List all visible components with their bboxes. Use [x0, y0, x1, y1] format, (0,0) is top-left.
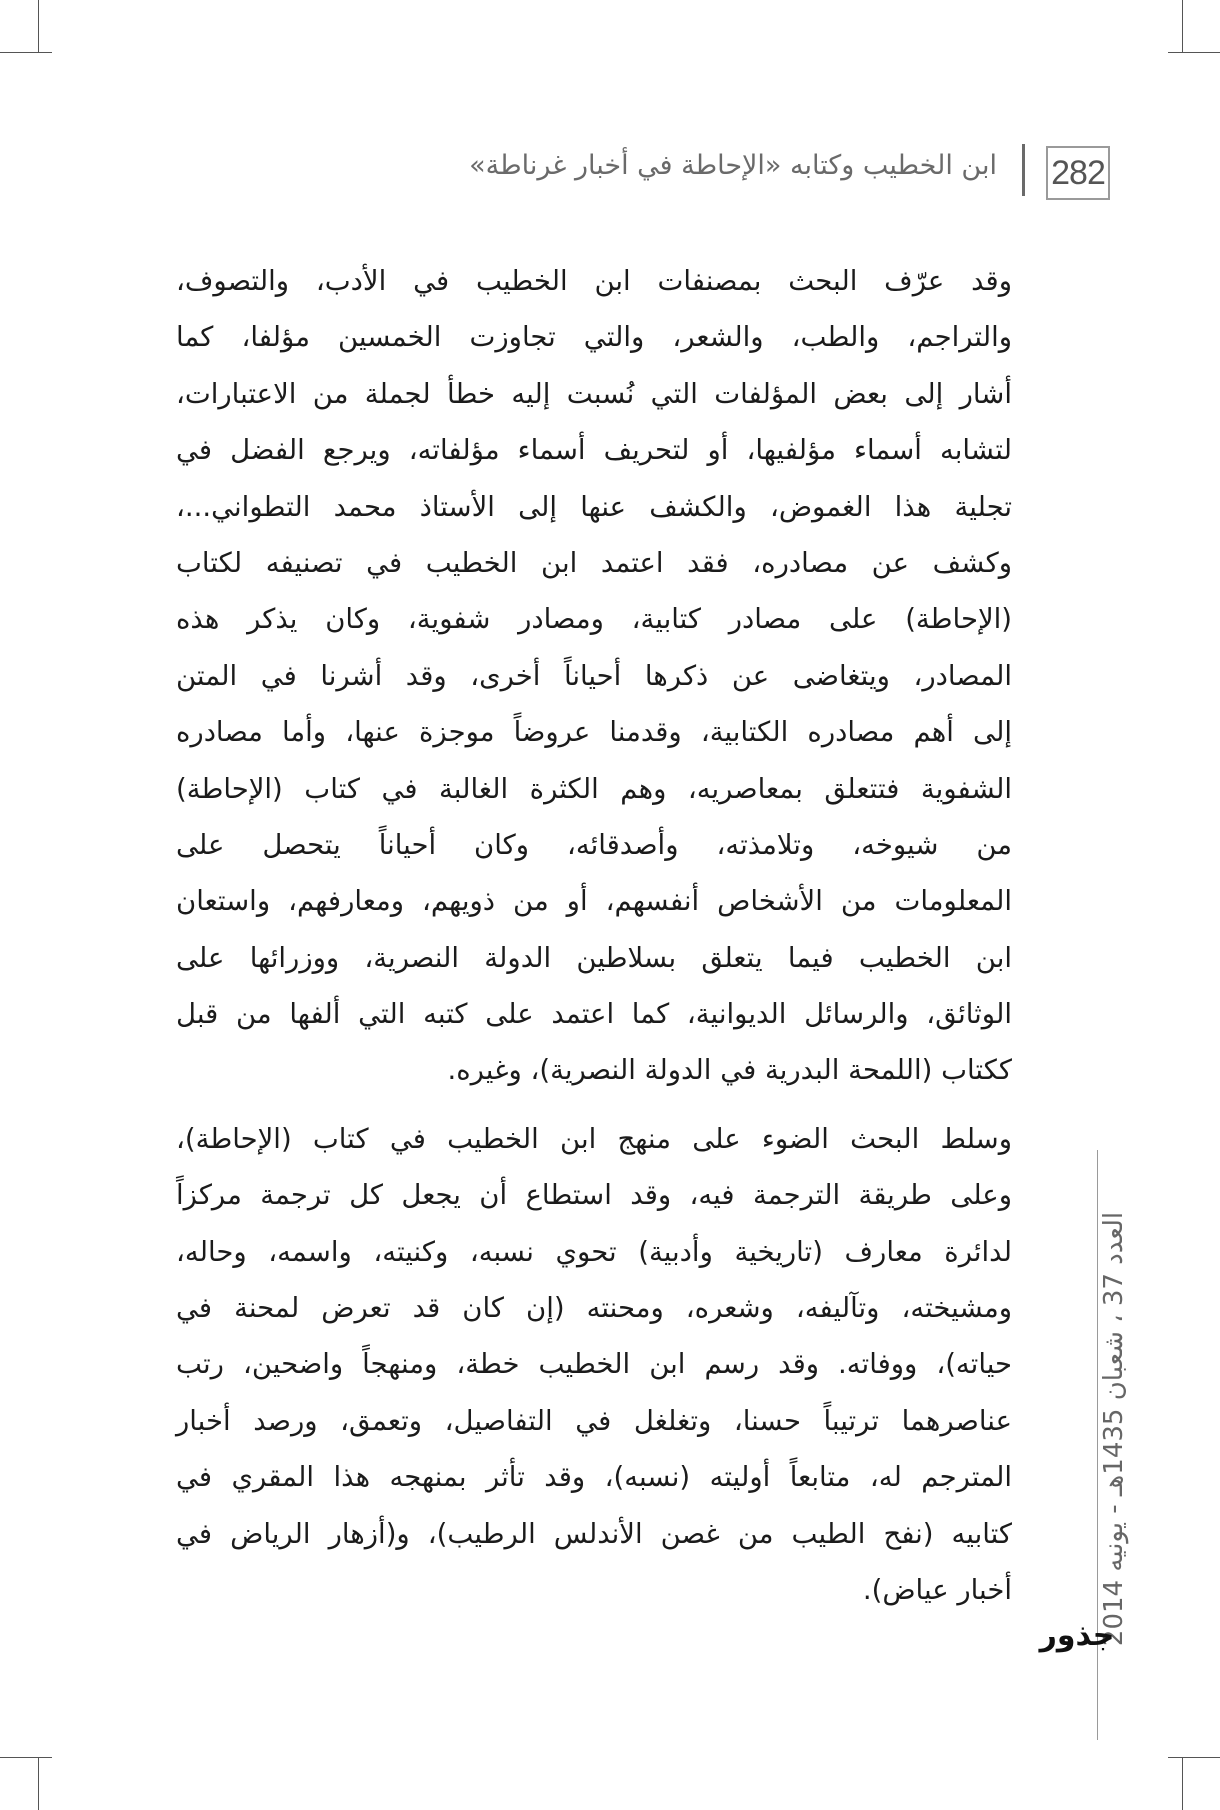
paragraph-gap: [176, 1099, 1012, 1111]
crop-mark: [1168, 52, 1220, 53]
text-line: تجلية هذا الغموض، والكشف عنها إلى الأستاذ محمد التطواني...،: [176, 490, 1012, 523]
text-line: وكشف عن مصادره، فقد اعتمد ابن الخطيب في تصنيفه لكتاب: [176, 546, 1012, 579]
crop-mark: [1182, 1758, 1183, 1810]
text-line: (الإحاطة) على مصادر كتابية، ومصادر شفوية، وكان يذكر هذه: [176, 603, 1012, 636]
text-line: المعلومات من الأشخاص أنفسهم، أو من ذويهم، ومعارفهم، واستعان: [176, 885, 1012, 918]
text-line: المترجم له، متابعاً أوليته (نسبه)، وقد تأثر بمنهجه هذا المقري في: [176, 1461, 1012, 1494]
crop-mark: [38, 1758, 39, 1810]
text-line: لتشابه أسماء مؤلفيها، أو لتحريف أسماء مؤلفاته، ويرجع الفضل في: [176, 434, 1012, 467]
text-line: الوثائق، والرسائل الديوانية، كما اعتمد على كتبه التي ألفها من قبل: [176, 998, 1012, 1031]
text-line: من شيوخه، وتلامذته، وأصدقائه، وكان أحياناً يتحصل على: [176, 828, 1012, 861]
running-header-title: ابن الخطيب وكتابه «الإحاطة في أخبار غرناطة»: [469, 150, 997, 181]
text-line: أشار إلى بعض المؤلفات التي نُسبت إليه خطأ لجملة من الاعتبارات،: [176, 377, 1012, 410]
text-line: إلى أهم مصادره الكتابية، وقدمنا عروضاً موجزة عنها، وأما مصادره: [176, 716, 1012, 749]
header-divider: [1022, 144, 1025, 196]
text-line: لدائرة معارف (تاريخية وأدبية) تحوي نسبه، وكنيته، واسمه، وحاله،: [176, 1235, 1012, 1268]
text-line: ابن الخطيب فيما يتعلق بسلاطين الدولة النصرية، ووزرائها على: [176, 941, 1012, 974]
crop-mark: [0, 52, 52, 53]
text-line: وسلط البحث الضوء على منهج ابن الخطيب في كتاب (الإحاطة)،: [176, 1122, 1012, 1155]
crop-mark: [38, 0, 39, 52]
text-line: وقد عرّف البحث بمصنفات ابن الخطيب في الأدب، والتصوف،: [176, 265, 1012, 297]
text-line: كتابيه (نفح الطيب من غصن الأندلس الرطيب)، و(أزهار الرياض في: [176, 1517, 1012, 1550]
magazine-logo: جذور: [1039, 1618, 1115, 1653]
text-line: الشفوية فتتعلق بمعاصريه، وهم الكثرة الغالبة في كتاب (الإحاطة): [176, 772, 1012, 805]
text-line: أخبار عياض).: [862, 1573, 1012, 1606]
page-number: 282: [1046, 146, 1110, 200]
text-line: عناصرهما ترتيباً حسنا، وتغلغل في التفاصيل، وتعمق، ورصد أخبار: [176, 1404, 1012, 1437]
article-body: [176, 253, 1012, 1618]
text-line: حياته)، ووفاته. وقد رسم ابن الخطيب خطة، ومنهجاً واضحين، رتب: [176, 1348, 1012, 1381]
crop-mark: [0, 1757, 52, 1758]
text-line: وعلى طريقة الترجمة فيه، وقد استطاع أن يجعل كل ترجمة مركزاً: [176, 1179, 1012, 1212]
crop-mark: [1168, 1757, 1220, 1758]
issue-info-text: العدد 37 ، شعبان 1435هـ - يونيه 2014: [1098, 1211, 1129, 1647]
text-line: ككتاب (اللمحة البدرية في الدولة النصرية)، وغيره.: [447, 1054, 1012, 1087]
text-line: ومشيخته، وتآليفه، وشعره، ومحنته (إن كان قد تعرض لمحنة في: [176, 1292, 1012, 1325]
text-line: المصادر، ويتغاضى عن ذكرها أحياناً أخرى، وقد أشرنا في المتن: [176, 659, 1012, 692]
text-line: والتراجم، والطب، والشعر، والتي تجاوزت الخمسين مؤلفا، كما: [176, 321, 1012, 354]
crop-mark: [1182, 0, 1183, 52]
